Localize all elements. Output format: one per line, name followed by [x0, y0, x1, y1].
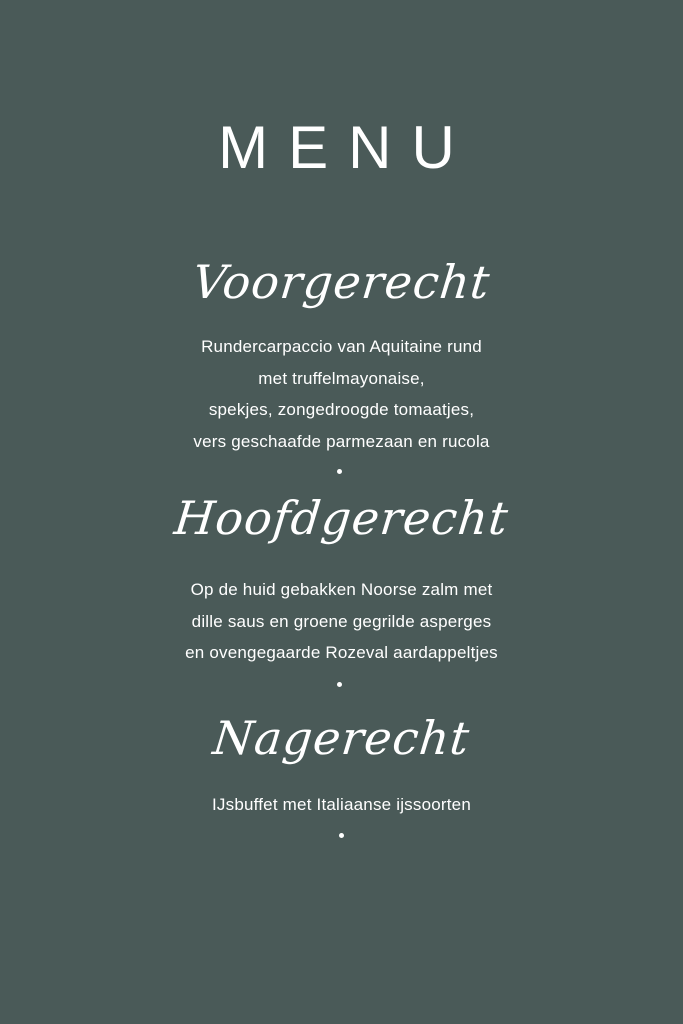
divider-dot — [337, 682, 342, 687]
course-line: vers geschaafde parmezaan en rucola — [193, 431, 490, 451]
menu-title: MENU — [218, 114, 475, 181]
course-line: Rundercarpaccio van Aquitaine rund — [201, 337, 482, 356]
course-line: met truffelmayonaise, — [258, 368, 425, 388]
divider-dot — [339, 833, 344, 838]
course-line: dille saus en groene gegrilde asperges — [191, 611, 492, 631]
course-line: IJsbuffet met Italiaanse ijssoorten — [212, 795, 471, 814]
course-line: spekjes, zongedroogde tomaatjes, — [208, 400, 475, 419]
course-line: en ovengegaarde Rozeval aardappeltjes — [185, 643, 498, 662]
course-description-hoofdgerecht — [0, 574, 683, 669]
course-heading-nagerecht: Nagerecht — [210, 711, 473, 765]
course-heading-voorgerecht: Voorgerecht — [190, 255, 493, 309]
course-description-nagerecht — [0, 789, 683, 821]
course-description-voorgerecht — [0, 331, 683, 457]
course-heading-hoofdgerecht: Hoofdgerecht — [171, 491, 512, 545]
course-line: Op de huid gebakken Noorse zalm met — [190, 580, 493, 599]
divider-dot — [337, 469, 342, 474]
